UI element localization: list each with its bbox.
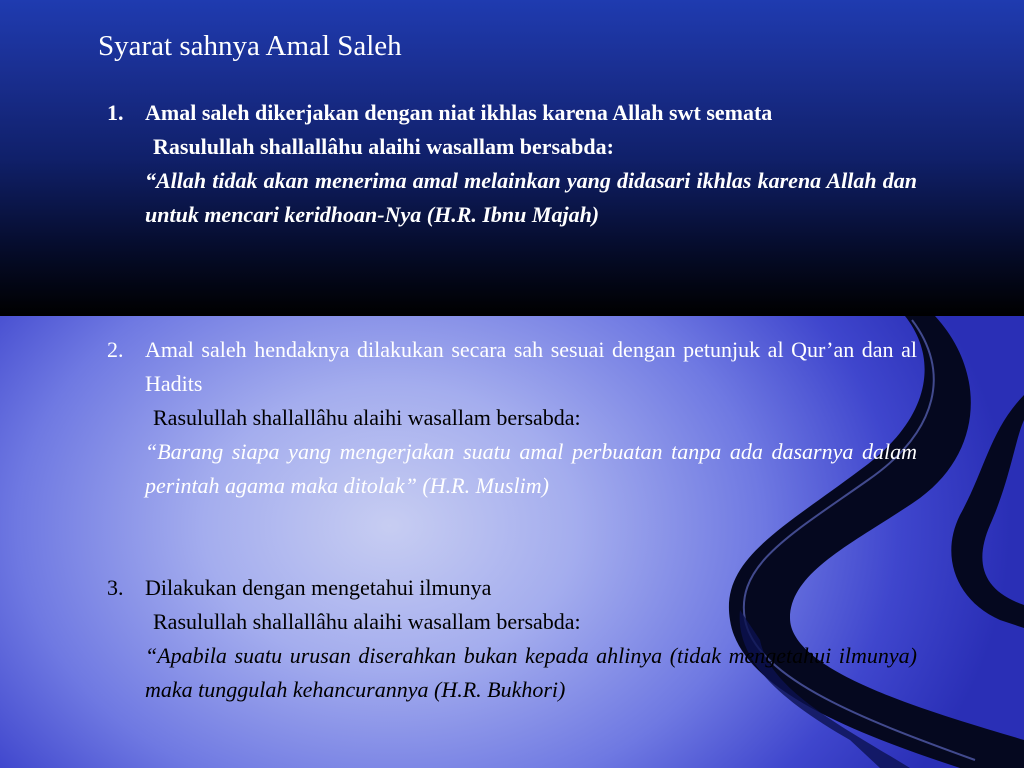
- item-1-quote: “Allah tidak akan menerima amal melainkan yang didasari ikhlas karena Allah dan untuk mencari keridhoan-Nya (H.R. Ibnu Majah): [145, 168, 917, 227]
- item-1-number: 1.: [107, 100, 124, 125]
- item-1: [145, 96, 917, 232]
- item-3-quote: “Apabila suatu urusan diserahkan bukan kepada ahlinya (tidak mengetahui ilmunya) maka tunggulah kehancurannya (H.R. Bukhori): [145, 643, 917, 702]
- item-2-quote: “Barang siapa yang mengerjakan suatu amal perbuatan tanpa ada dasarnya dalam perintah agama maka ditolak” (H.R. Muslim): [145, 439, 917, 498]
- item-3-heading: Dilakukan dengan mengetahui ilmunya: [145, 575, 492, 600]
- item-3-intro: Rasulullah shallallâhu alaihi wasallam bersabda:: [153, 609, 581, 634]
- item-3-number: 3.: [107, 575, 124, 600]
- item-2-intro: Rasulullah shallallâhu alaihi wasallam bersabda:: [153, 405, 581, 430]
- item-3: [145, 571, 917, 707]
- item-1-heading: Amal saleh dikerjakan dengan niat ikhlas karena Allah swt semata: [145, 100, 773, 125]
- item-2-heading: Amal saleh hendaknya dilakukan secara sah sesuai dengan petunjuk al Qur’an dan al Hadits: [145, 337, 917, 396]
- item-2-number: 2.: [107, 337, 124, 362]
- item-1-intro: Rasulullah shallallâhu alaihi wasallam bersabda:: [153, 134, 614, 159]
- slide-title: Syarat sahnya Amal Saleh: [98, 30, 402, 62]
- item-2: [145, 333, 917, 503]
